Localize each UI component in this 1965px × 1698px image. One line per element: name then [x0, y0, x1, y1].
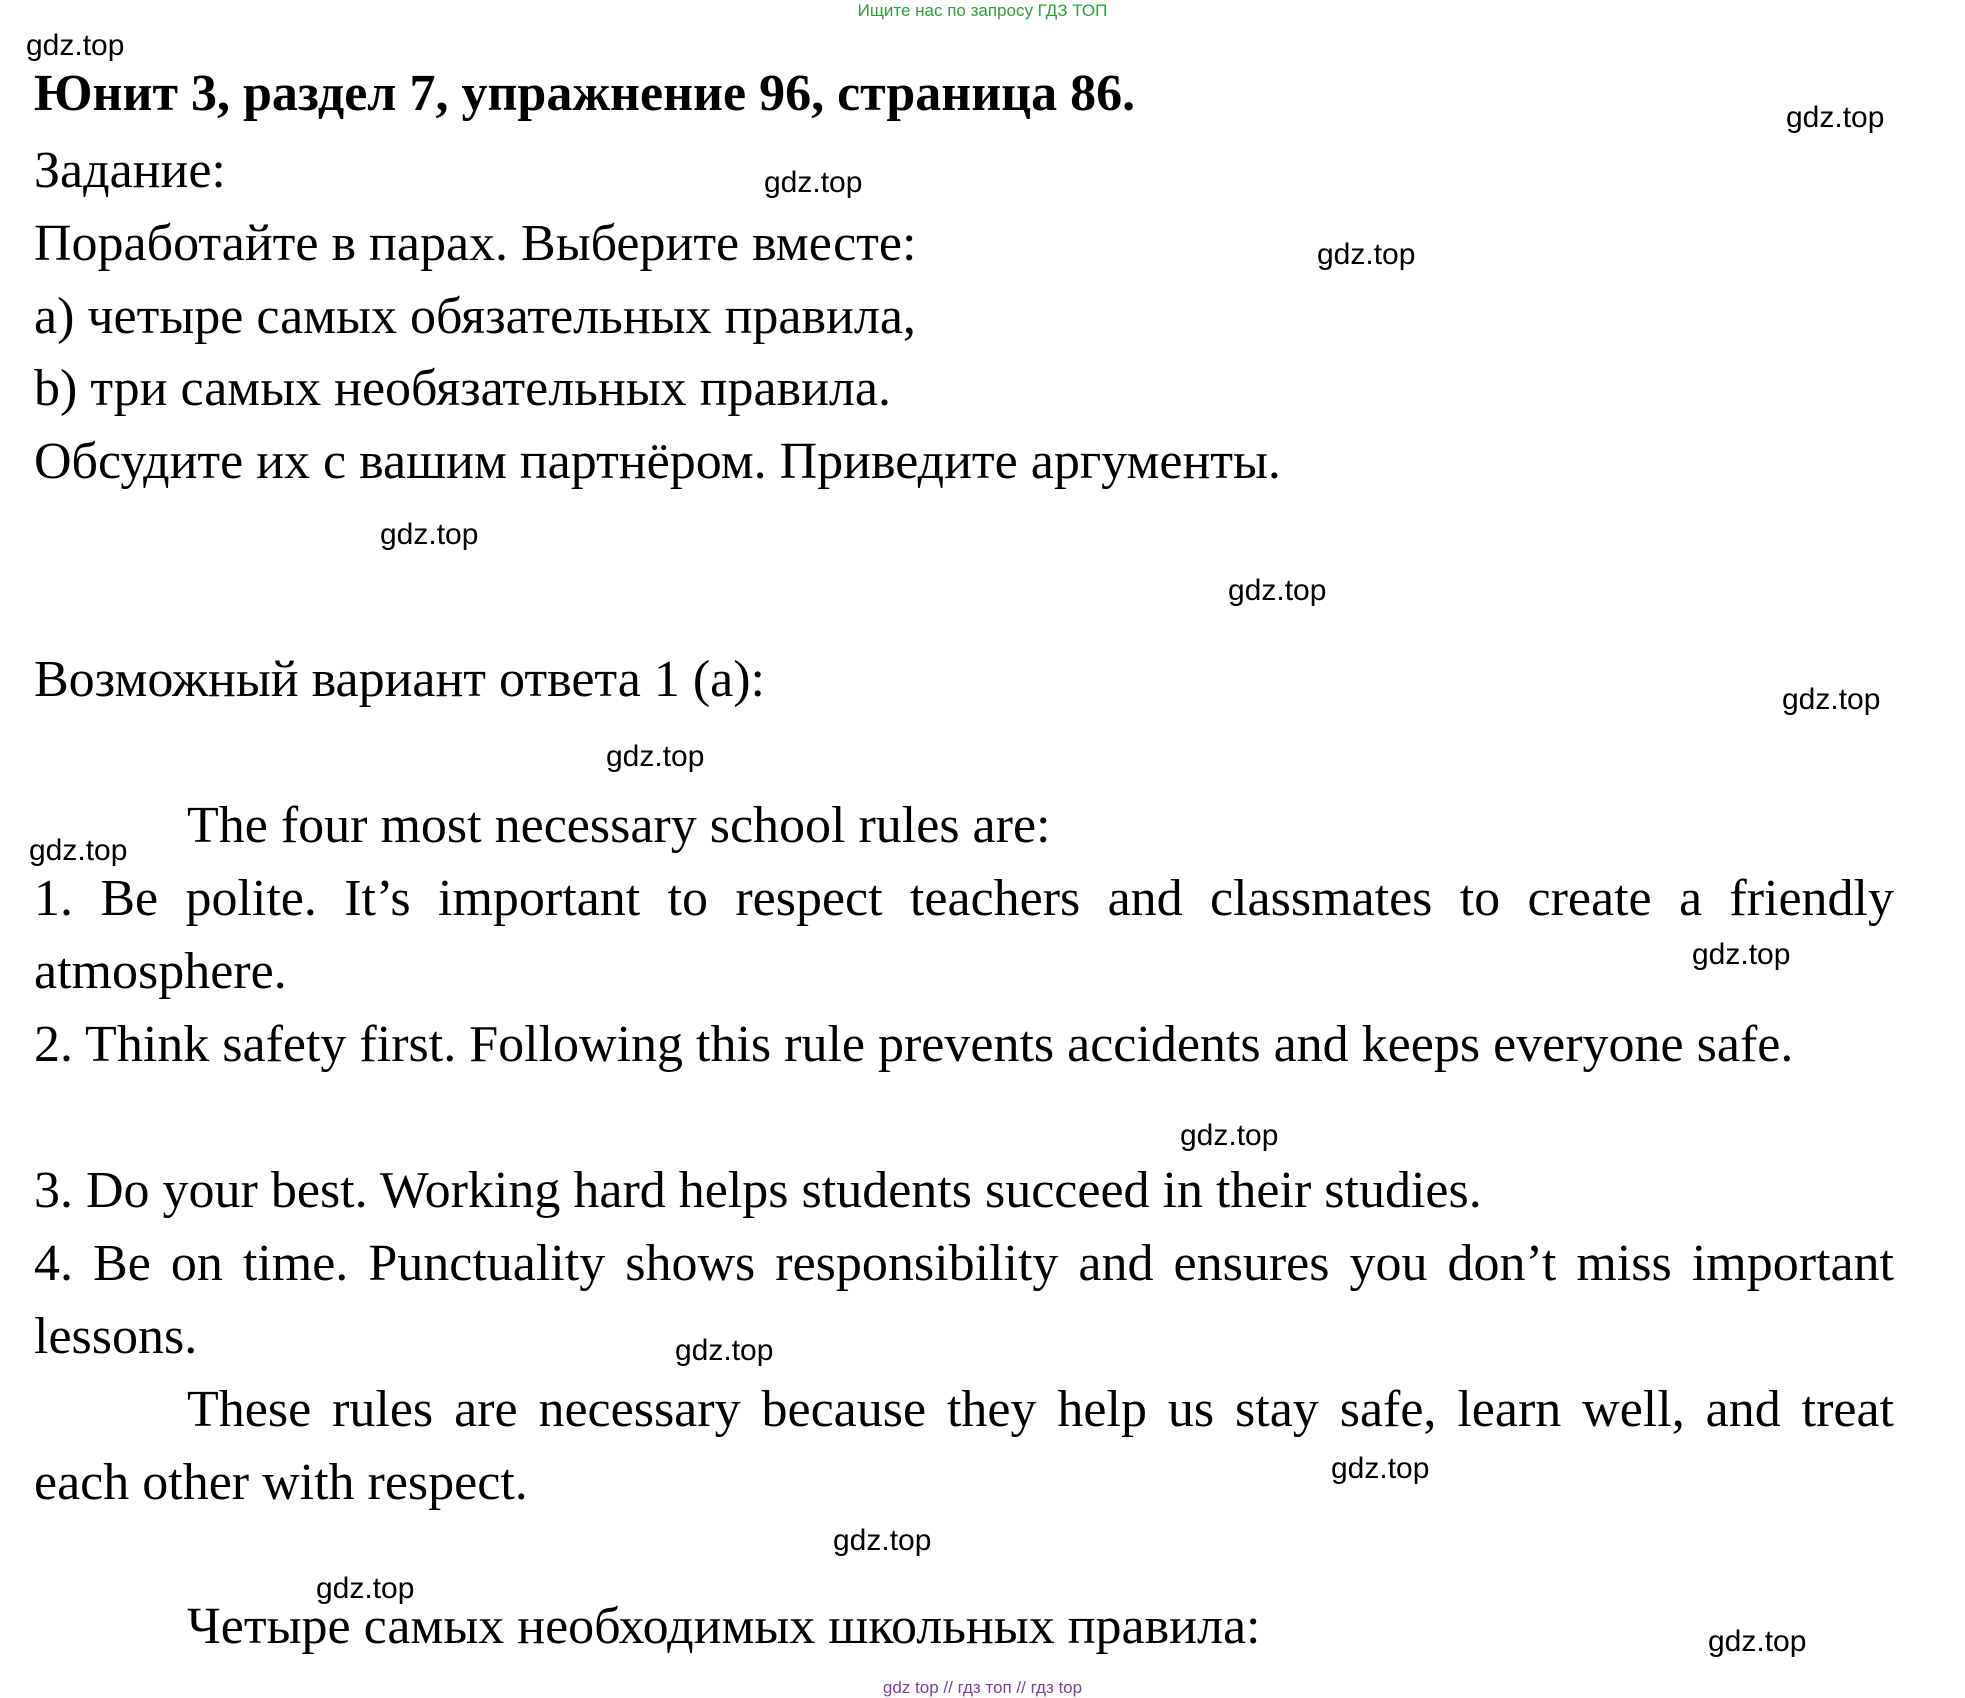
- page-title: Юнит 3, раздел 7, упражнение 96, страница 86.: [34, 65, 1136, 122]
- task-line-2: a) четыре самых обязательных правила,: [34, 288, 916, 345]
- bottom-banner: gdz top // гдз топ // гдз top: [882, 1678, 1083, 1697]
- watermark: gdz.top: [1331, 1452, 1430, 1485]
- rule-item-1: 1. Be polite. It’s important to respect teachers and classmates to create a friendly atmosphere.: [34, 870, 1894, 1000]
- task-line-4: Обсудите их с вашим партнёром. Приведите аргументы.: [34, 433, 1281, 490]
- watermark: gdz.top: [29, 834, 128, 867]
- task-line-3: b) три самых необязательных правила.: [34, 360, 891, 417]
- answer-intro: The four most necessary school rules are:: [187, 797, 1051, 854]
- watermark: gdz.top: [1692, 938, 1791, 971]
- translation-intro: Четыре самых необходимых школьных правила:: [187, 1598, 1261, 1655]
- watermark: gdz.top: [1317, 238, 1416, 271]
- watermark: gdz.top: [1708, 1625, 1807, 1658]
- watermark: gdz.top: [675, 1334, 774, 1367]
- watermark: gdz.top: [26, 29, 125, 62]
- task-line-1: Поработайте в парах. Выберите вместе:: [34, 215, 917, 272]
- watermark: gdz.top: [606, 740, 705, 773]
- watermark: gdz.top: [1180, 1119, 1279, 1152]
- rule-item-4: 4. Be on time. Punctuality shows responsibility and ensures you don’t miss important lessons.: [34, 1235, 1894, 1365]
- top-banner: Ищите нас по запросу ГДЗ ТОП: [857, 1, 1108, 20]
- answer-label: Возможный вариант ответа 1 (a):: [34, 651, 765, 708]
- watermark: gdz.top: [1228, 574, 1327, 607]
- rule-item-2: 2. Think safety first. Following this rule prevents accidents and keeps everyone safe.: [34, 1016, 1794, 1073]
- watermark: gdz.top: [1782, 683, 1881, 716]
- rule-item-3: 3. Do your best. Working hard helps students succeed in their studies.: [34, 1162, 1482, 1219]
- watermark: gdz.top: [764, 166, 863, 199]
- watermark: gdz.top: [380, 518, 479, 551]
- watermark: gdz.top: [833, 1524, 932, 1557]
- watermark: gdz.top: [316, 1572, 415, 1605]
- conclusion: These rules are necessary because they help us stay safe, learn well, and treat each other with respect.: [34, 1381, 1894, 1511]
- task-label: Задание:: [34, 142, 226, 199]
- watermark: gdz.top: [1786, 101, 1885, 134]
